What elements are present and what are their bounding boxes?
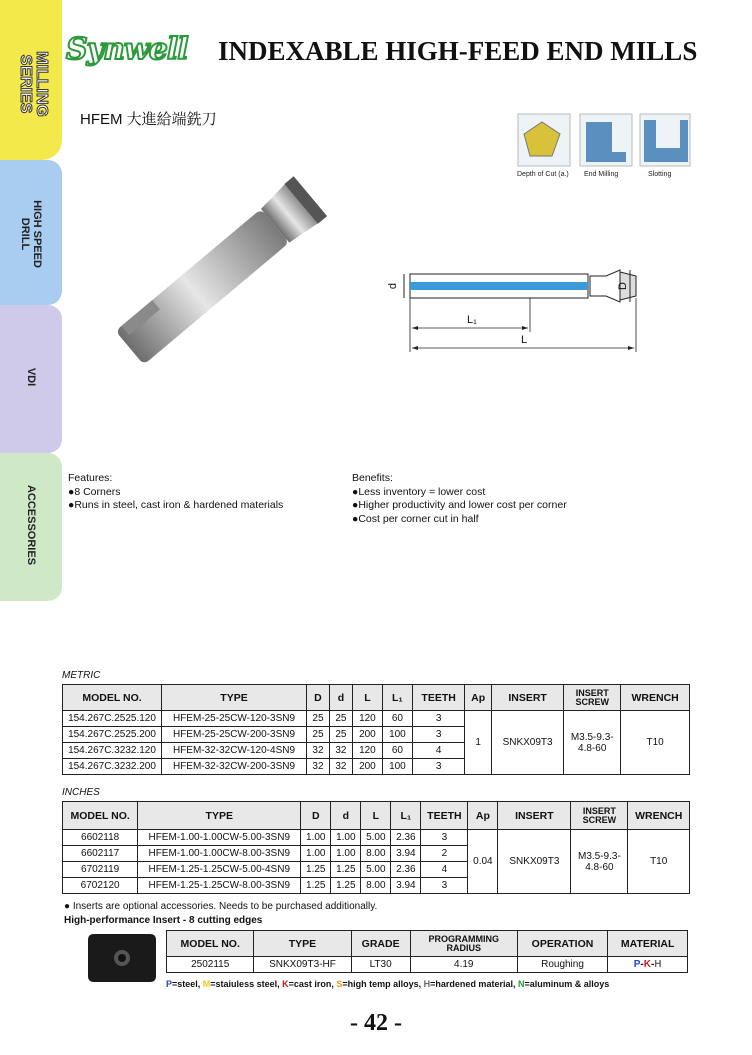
cell: 25 <box>307 727 330 743</box>
col-header: L <box>352 685 382 711</box>
cell: 6702119 <box>63 862 138 878</box>
cell: 6602117 <box>63 846 138 862</box>
cell: 1.00 <box>331 830 361 846</box>
legend-key: N <box>517 979 525 989</box>
features-heading: Features: <box>68 472 113 484</box>
col-header: d <box>329 685 352 711</box>
col-header: TYPE <box>162 685 307 711</box>
cell: 8.00 <box>361 846 391 862</box>
table-row <box>167 957 688 973</box>
material-sep: - <box>640 959 644 970</box>
end-mill-photo <box>80 160 360 385</box>
cell: 4 <box>412 743 464 759</box>
application-icons <box>512 112 692 170</box>
legend-text: =steel, <box>172 979 203 989</box>
dim-label-d: d <box>387 282 400 290</box>
material-code: H <box>654 959 662 970</box>
cell: 154.267C.3232.200 <box>63 759 162 775</box>
cell: HFEM-1.25-1.25CW-8.00-3SN9 <box>138 878 301 894</box>
col-header: MODEL NO. <box>63 802 138 830</box>
cell: 4.19 <box>410 957 517 973</box>
cell: HFEM-32-32CW-200-3SN9 <box>162 759 307 775</box>
feature-item: ●Runs in steel, cast iron & hardened materials <box>68 499 284 511</box>
cell: 1.25 <box>301 862 331 878</box>
tab-high-speed-drill[interactable] <box>0 160 62 305</box>
cell: 2 <box>421 846 468 862</box>
cell-screw: M3.5-9.3-4.8-60 <box>571 830 628 894</box>
inches-table <box>62 801 690 894</box>
cell: 4 <box>421 862 468 878</box>
cell: 6702120 <box>63 878 138 894</box>
benefit-item: ●Cost per corner cut in half <box>352 512 479 525</box>
cell: 1.25 <box>331 862 361 878</box>
legend-text: =high temp alloys, <box>342 979 424 989</box>
cell: 200 <box>352 759 382 775</box>
cell-insert: SNKX09T3 <box>498 830 571 894</box>
cell: HFEM-25-25CW-120-3SN9 <box>162 711 307 727</box>
dimension-drawing <box>380 262 650 358</box>
cell: LT30 <box>351 957 410 973</box>
col-header: OPERATION <box>517 931 608 957</box>
col-header: TYPE <box>138 802 301 830</box>
cell: 60 <box>382 743 412 759</box>
cell: 200 <box>352 727 382 743</box>
cell: 1.00 <box>331 846 361 862</box>
insert-table <box>166 930 688 973</box>
cell: 2502115 <box>167 957 254 973</box>
benefit-item: ●Higher productivity and lower cost per corner <box>352 499 567 511</box>
cell: 2.36 <box>391 830 421 846</box>
tab-milling-series[interactable] <box>0 0 62 160</box>
cell: 6602118 <box>63 830 138 846</box>
metric-label: METRIC <box>62 670 101 681</box>
page-number: - 42 - <box>350 1010 402 1036</box>
features-block <box>68 472 283 513</box>
cell: 120 <box>352 711 382 727</box>
col-header: Ap <box>465 685 492 711</box>
col-header: TYPE <box>254 931 351 957</box>
cell-wrench: T10 <box>628 830 690 894</box>
material-sep: - <box>650 959 655 970</box>
cell: 25 <box>329 727 352 743</box>
table-row <box>63 830 690 846</box>
legend-key: H <box>423 979 431 989</box>
cell: 100 <box>382 727 412 743</box>
benefits-block <box>352 472 567 526</box>
dim-label-L: L <box>521 334 528 346</box>
cell: 154.267C.2525.120 <box>63 711 162 727</box>
cell: 154.267C.3232.120 <box>63 743 162 759</box>
legend-key: S <box>336 979 343 989</box>
cell: 3 <box>412 711 464 727</box>
col-header: TEETH <box>421 802 468 830</box>
cell-screw: M3.5-9.3-4.8-60 <box>564 711 621 775</box>
cell-insert: SNKX09T3 <box>491 711 563 775</box>
cell-wrench: T10 <box>621 711 690 775</box>
tab-accessories-label: ACCESSORIES <box>25 484 37 566</box>
cell: SNKX09T3-HF <box>254 957 351 973</box>
material-cell <box>608 957 688 973</box>
cell: 32 <box>307 743 330 759</box>
col-header: INSERT <box>498 802 571 830</box>
legend-key: K <box>282 979 289 989</box>
legend-text: =staiuless steel, <box>210 979 283 989</box>
tab-milling-label: MILLING SERIES <box>17 51 50 117</box>
col-header: INSERT <box>491 685 563 711</box>
cell: 25 <box>307 711 330 727</box>
col-header: INSERT SCREW <box>564 685 621 711</box>
brand-logo: Synwell <box>66 32 188 67</box>
metric-table <box>62 684 690 775</box>
cell: 3 <box>412 759 464 775</box>
tab-drill-label: HIGH SPEED DRILL <box>19 200 43 268</box>
legend-key: M <box>202 979 211 989</box>
material-legend <box>166 979 609 989</box>
material-code: P <box>633 959 641 970</box>
cell: 1.00 <box>301 830 331 846</box>
col-header: MODEL NO. <box>63 685 162 711</box>
accessory-note: ● Inserts are optional accessories. Needs to be purchased additionally. <box>64 901 378 912</box>
cell: 25 <box>329 711 352 727</box>
tab-vdi[interactable] <box>0 305 62 453</box>
insert-photo <box>84 930 160 986</box>
cell: 3 <box>421 830 468 846</box>
cell: 3.94 <box>391 878 421 894</box>
col-header: L₁ <box>382 685 412 711</box>
cell: HFEM-32-32CW-120-4SN9 <box>162 743 307 759</box>
cell-ap: 1 <box>465 711 492 775</box>
col-header: Ap <box>468 802 498 830</box>
col-header: WRENCH <box>628 802 690 830</box>
cell: HFEM-25-25CW-200-3SN9 <box>162 727 307 743</box>
cell: 32 <box>307 759 330 775</box>
tab-vdi-label: VDI <box>25 367 37 387</box>
cell: 8.00 <box>361 878 391 894</box>
inches-label: INCHES <box>62 787 100 798</box>
page-title: INDEXABLE HIGH-FEED END MILLS <box>218 36 698 66</box>
cell: 5.00 <box>361 862 391 878</box>
cell: HFEM-1.25-1.25CW-5.00-4SN9 <box>138 862 301 878</box>
cell: 5.00 <box>361 830 391 846</box>
cell: HFEM-1.00-1.00CW-5.00-3SN9 <box>138 830 301 846</box>
cell: 32 <box>329 759 352 775</box>
cell: 120 <box>352 743 382 759</box>
col-header: GRADE <box>351 931 410 957</box>
icon-label-end-milling: End Milling <box>584 171 619 178</box>
material-code: K <box>643 959 651 970</box>
cell: 1.25 <box>331 878 361 894</box>
col-header: L <box>361 802 391 830</box>
cell: 100 <box>382 759 412 775</box>
cell: 32 <box>329 743 352 759</box>
col-header: INSERT SCREW <box>571 802 628 830</box>
table-row <box>63 711 690 727</box>
dim-label-D: D <box>616 282 629 290</box>
cell: 1.00 <box>301 846 331 862</box>
icon-label-slotting: Slotting <box>648 171 672 178</box>
col-header: d <box>331 802 361 830</box>
col-header: L₁ <box>391 802 421 830</box>
insert-heading: High-performance Insert - 8 cutting edges <box>64 915 263 926</box>
icon-label-depth: Depth of Cut (a.) <box>517 171 569 178</box>
legend-text: =hardened material, <box>430 979 518 989</box>
col-header: MATERIAL <box>608 931 688 957</box>
product-subtitle: HFEM 大進給端銑刀 <box>80 111 217 128</box>
col-header: WRENCH <box>621 685 690 711</box>
cell: 1.25 <box>301 878 331 894</box>
cell: 154.267C.2525.200 <box>63 727 162 743</box>
cell-ap: 0.04 <box>468 830 498 894</box>
feature-item: ●8 Corners <box>68 485 121 498</box>
benefit-item: ●Less inventory = lower cost <box>352 485 486 498</box>
legend-text: =aluminum & alloys <box>524 979 610 989</box>
col-header: D <box>307 685 330 711</box>
tab-accessories[interactable] <box>0 453 62 601</box>
cell: Roughing <box>517 957 608 973</box>
col-header: PROGRAMMING RADIUS <box>410 931 517 957</box>
col-header: MODEL NO. <box>167 931 254 957</box>
cell: 60 <box>382 711 412 727</box>
dim-label-L1: L₁ <box>467 314 477 326</box>
cell: 3 <box>421 878 468 894</box>
col-header: D <box>301 802 331 830</box>
legend-key: P <box>166 979 173 989</box>
cell: HFEM-1.00-1.00CW-8.00-3SN9 <box>138 846 301 862</box>
cell: 2.36 <box>391 862 421 878</box>
benefits-heading: Benefits: <box>352 472 393 484</box>
col-header: TEETH <box>412 685 464 711</box>
cell: 3 <box>412 727 464 743</box>
legend-text: =cast iron, <box>288 979 337 989</box>
cell: 3.94 <box>391 846 421 862</box>
